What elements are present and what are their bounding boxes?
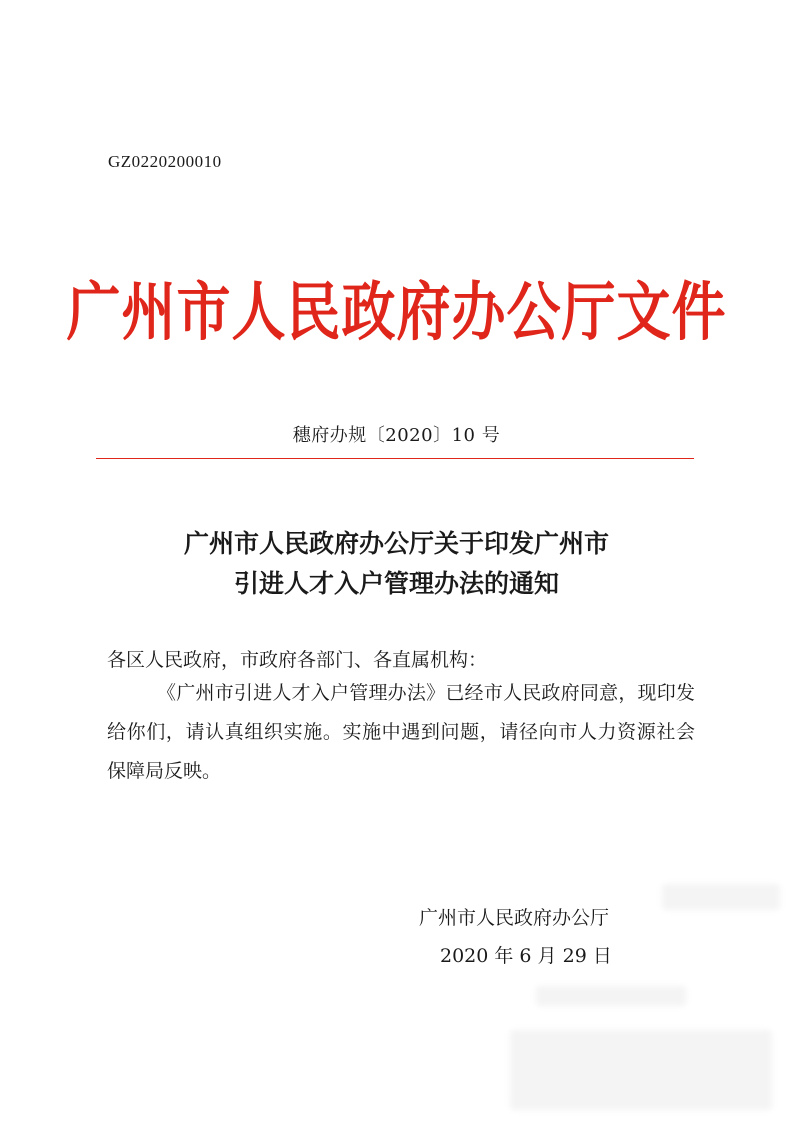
red-separator-line xyxy=(96,458,694,459)
notice-title-line1: 广州市人民政府办公厅关于印发广州市 xyxy=(183,529,609,558)
issue-date: 2020 年 6 月 29 日 xyxy=(440,945,612,967)
document-code: GZ0220200010 xyxy=(108,152,222,171)
document-number: 穗府办规〔2020〕10 号 xyxy=(292,425,501,446)
red-header-title: 广州市人民政府办公厅文件 xyxy=(66,273,727,350)
notice-title-line2: 引进人才入户管理办法的通知 xyxy=(233,569,559,598)
issuer-signature: 广州市人民政府办公厅 xyxy=(419,907,610,929)
faint-mark-3 xyxy=(510,1030,772,1110)
faint-mark-1 xyxy=(662,884,780,910)
notice-title xyxy=(0,524,793,604)
body-paragraph: 《广州市引进人才入户管理办法》已经市人民政府同意，现印发给你们，请认真组织实施。实施中遇到问题，请径向市人力资源社会保障局反映。 xyxy=(107,682,695,782)
addressee: 各区人民政府，市政府各部门、各直属机构： xyxy=(107,649,488,671)
faint-mark-2 xyxy=(536,986,686,1006)
